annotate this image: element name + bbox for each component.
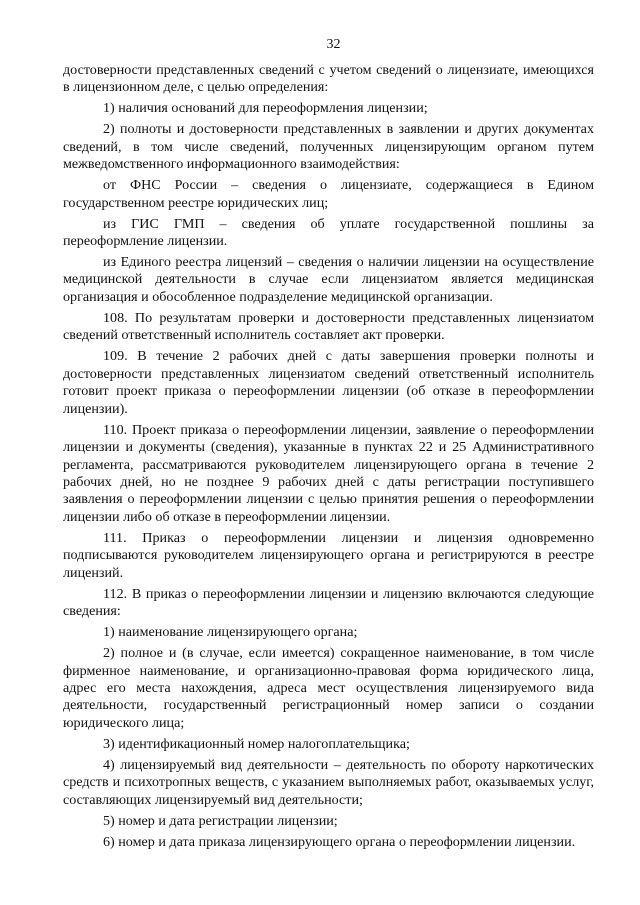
paragraph: от ФНС России – сведения о лицензиате, содержащиеся в Едином государственном реестре юридических лиц; <box>63 177 594 211</box>
document-body <box>63 62 594 851</box>
paragraph: 109. В течение 2 рабочих дней с даты завершения проверки полноты и достоверности представленных лицензиатом сведений ответственный исполнитель готовит проект приказа о переоформлении лицензии (об отказе в переоформлении лицензии). <box>63 348 594 417</box>
page-number: 32 <box>326 37 341 52</box>
paragraph: 1) наименование лицензирующего органа; <box>103 624 358 641</box>
paragraph: 6) номер и дата приказа лицензирующего органа о переоформлении лицензии. <box>103 833 576 850</box>
paragraph: 2) полноты и достоверности представленных в заявлении и других документах сведений, в том числе сведений, полученных лицензирующим органом путем межведомственного информационного взаимодействия: <box>63 121 594 173</box>
paragraph: 112. В приказ о переоформлении лицензии и лицензию включаются следующие сведения: <box>63 585 594 620</box>
paragraph: 111. Приказ о переоформлении лицензии и лицензия одновременно подписываются руководителем лицензирующего органа и регистрируются в реестре лицензий. <box>63 529 594 581</box>
paragraph: 108. По результатам проверки и достоверности представленных лицензиатом сведений ответственный исполнитель составляет акт проверки. <box>63 309 594 344</box>
paragraph: 110. Проект приказа о переоформлении лицензии, заявление о переоформлении лицензии и документы (сведения), указанные в пунктах 22 и 25 Административного регламента, рассматриваются руководителем лицензирующего органа в течение 2 рабочих дней, но не позднее 9 рабочих дней с даты регистрации поступившего заявления о переоформлении лицензии с целью принятия решения о переоформлении лицензии либо об отказе в переоформлении лицензии. <box>63 421 594 525</box>
paragraph: 2) полное и (в случае, если имеется) сокращенное наименование, в том числе фирменное наименование, и организационно-правовая форма юридического лица, адрес его места нахождения, адреса мест осуществления лицензируемого вида деятельности, государственный регистрационный номер записи о создании юридического лица; <box>63 645 594 731</box>
paragraph: 3) идентификационный номер налогоплательщика; <box>103 735 410 752</box>
paragraph: достоверности представленных сведений с учетом сведений о лицензиате, имеющихся в лицензионном деле, с целью определения: <box>63 62 594 96</box>
paragraph: 4) лицензируемый вид деятельности – деятельность по обороту наркотических средств и психотропных веществ, с указанием выполняемых работ, оказываемых услуг, составляющих лицензируемый вид деятельности; <box>63 756 594 808</box>
paragraph: 5) номер и дата регистрации лицензии; <box>103 812 338 829</box>
paragraph: 1) наличия оснований для переоформления лицензии; <box>103 100 428 117</box>
paragraph: из ГИС ГМП – сведения об уплате государственной пошлины за переоформление лицензии. <box>63 215 594 250</box>
paragraph: из Единого реестра лицензий – сведения о наличии лицензии на осуществление медицинской деятельности в случае если лицензиатом является медицинская организация и обособленное подразделение медицинской организации. <box>63 254 594 305</box>
